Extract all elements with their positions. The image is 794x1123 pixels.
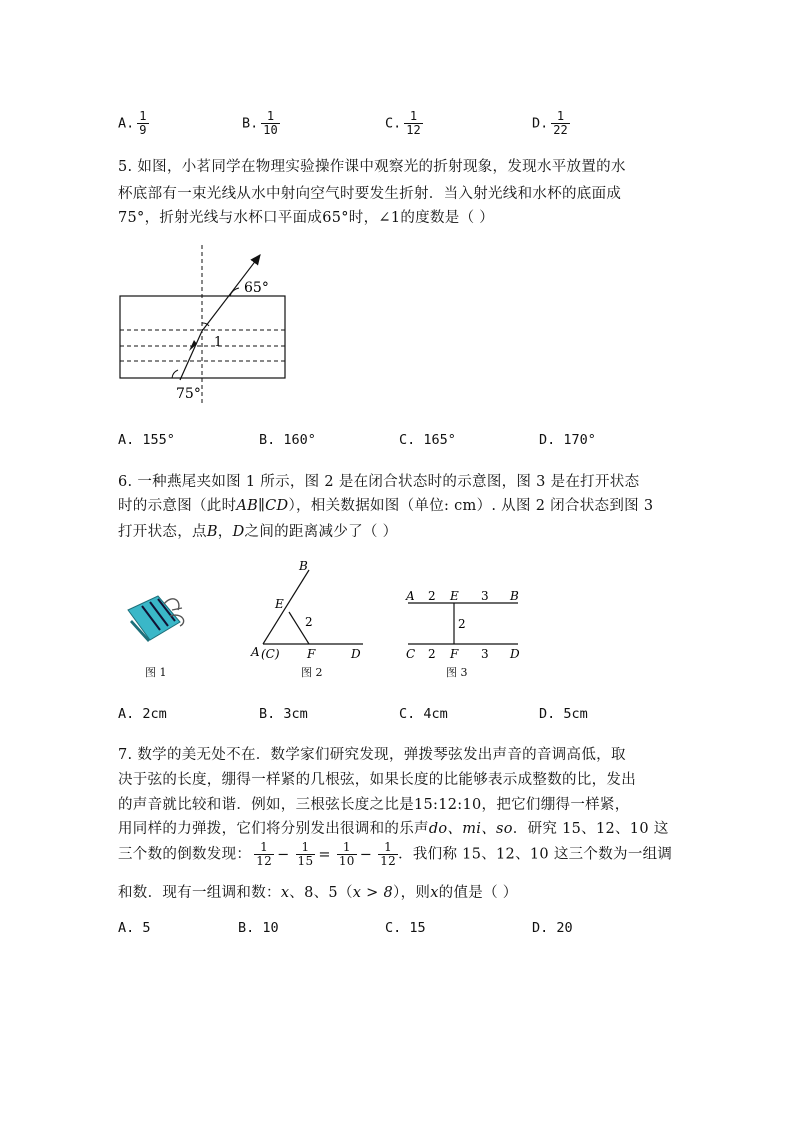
q7-line6-part-b: 、8、5（ [289,885,353,901]
eq-fraction-4 [378,841,398,868]
fraction-numerator: 1 [254,841,274,855]
fraction-numerator: 1 [261,110,279,124]
fraction-numerator: 1 [296,841,316,855]
q6-point-b: B [206,524,218,540]
q4-option-c [385,110,423,137]
q6-option-b: B. 3cm [259,706,308,722]
q7-text-line-2: 决于弦的长度，绷得一样紧的几根弦，如果长度的比能够表示成整数的比，发出 [118,772,636,788]
angle-65-label: 65° [244,280,269,296]
q7-variable-x: x [280,885,290,901]
q6-parallel-math: AB∥CD [236,498,289,514]
q6-figure-2 [245,556,370,664]
q7-line6-part-d: 的值是（ ） [438,885,518,901]
fig3-label-C: C [406,647,416,661]
clip-handle-3 [172,608,182,610]
q7-option-a: A. 5 [118,920,151,936]
q5-text-line-2: 杯底部有一束光线从水中射向空气时要发生折射．当入射光线和水杯的底面成 [118,186,622,202]
q6-line3-part-a: 打开状态，点 [118,524,207,540]
eq-minus-1: − [277,846,290,863]
fig2-label-D: D [351,647,361,661]
fig3-label-3-bottom: 3 [481,647,489,661]
fraction-numerator: 1 [404,110,422,124]
q6-text-line-2 [118,494,653,515]
angle-75-arc [172,370,178,378]
q4-option-b-letter: B. [242,115,259,132]
q5-option-b: B. 160° [259,432,316,448]
fraction-numerator: 1 [551,110,569,124]
q5-option-d: D. 170° [539,432,596,448]
q4-option-b [242,110,280,137]
q6-option-a: A. 2cm [118,706,167,722]
q4-option-d-letter: D. [532,115,549,132]
fraction-denominator: 10 [263,123,278,137]
fig3-label-2-mid: 2 [458,617,466,631]
incident-ray [180,331,202,380]
fig3-label-F: F [450,647,459,661]
fraction-denominator: 15 [297,854,314,868]
fig2-label-C: (C) [261,647,280,661]
eq-fraction-2 [296,841,316,868]
q7-option-d: D. 20 [532,920,573,936]
q4-option-a-letter: A. [118,115,135,132]
fig3-label-2-top: 2 [428,589,436,603]
binder-clip-figure [120,590,195,650]
q4-option-d-fraction [551,110,569,137]
fraction-denominator: 22 [553,123,568,137]
eq-minus-2: − [359,846,373,863]
q6-line2-part-b: ），相关数据如图（单位: cm）. 从图 2 闭合状态到图 3 [288,498,654,514]
fraction-numerator: 1 [378,841,398,855]
q7-notes: do、mi、so [428,821,513,837]
q6-line3-part-b: 之间的距离减少了（ ） [244,524,398,540]
fraction-denominator: 12 [380,854,397,868]
q6-option-d: D. 5cm [539,706,588,722]
q4-option-b-fraction [261,110,279,137]
fraction-denominator: 12 [406,123,421,137]
fig3-label-3-top: 3 [481,589,489,603]
q6-line2-part-a: 时的示意图（此时 [118,498,237,514]
q7-line6-part-a: 和数．现有一组调和数： [118,885,281,901]
q4-option-a-fraction [137,110,148,137]
eq-equals: = [318,846,331,863]
q7-line6-part-c: ），则 [393,885,431,901]
q4-option-d [532,110,570,137]
q7-line5-part-a: 三个数的倒数发现： [118,846,252,863]
q7-text-line-5 [118,841,672,868]
q5-text-line-3: 75°，折射光线与水杯口平面成65°时，∠1的度数是（ ） [118,210,495,226]
angle-75-label: 75° [176,386,201,402]
q7-condition: x > 8 [352,885,394,901]
q7-line4-part-b: ．研究 15、12、10 这 [512,821,669,837]
q7-option-b: B. 10 [238,920,279,936]
fraction-numerator: 1 [337,841,357,855]
q5-text-line-1: 5. 如图，小茗同学在物理实验操作课中观察光的折射现象，发现水平放置的水 [118,159,626,175]
angle-1-label: 1 [214,335,223,350]
q7-text-line-4 [118,817,669,838]
q4-option-a [118,110,149,137]
q6-text-line-3 [118,520,397,541]
q6-text-line-1: 6. 一种燕尾夹如图 1 所示，图 2 是在闭合状态时的示意图，图 3 是在打开状态 [118,474,640,490]
q6-figure-3 [400,585,530,665]
q7-line3-part-a: 的声音就比较和谐．例如，三根弦长度之比是 [118,797,414,813]
q6-option-c: C. 4cm [399,706,448,722]
q6-point-d: D [232,524,245,540]
q4-option-c-letter: C. [385,115,402,132]
q7-variable-x-2: x [430,885,439,901]
eq-fraction-3 [337,841,357,868]
q7-option-c: C. 15 [385,920,426,936]
q7-ratio: 15:12:10 [414,797,482,813]
fig3-label-D: D [510,647,520,661]
fig3-label-E: E [450,589,459,603]
fraction-numerator: 1 [139,109,147,123]
q6-line3-sep: ， [217,524,233,540]
fig2-label-2: 2 [305,615,313,629]
fig3-label-A: A [406,589,415,603]
q5-refraction-figure [110,240,300,410]
figure-3-caption: 图 3 [446,666,468,679]
fig3-label-B: B [510,589,519,603]
q7-text-line-1: 7. 数学的美无处不在．数学家们研究发现，弹拨琴弦发出声音的音调高低，取 [118,747,626,763]
fraction-denominator: 12 [256,854,273,868]
fig2-label-E: E [275,597,284,611]
q7-text-line-3 [118,793,630,814]
eq-fraction-1 [254,841,274,868]
figure-2-caption: 图 2 [301,666,323,679]
fig3-label-2-bottom: 2 [428,647,436,661]
q7-line5-part-b: ．我们称 15、12、10 这三个数为一组调 [398,846,673,863]
fig2-label-A: A [251,645,260,659]
q7-line3-part-b: ，把它们绷得一样紧， [481,797,630,813]
fraction-denominator: 9 [139,123,147,137]
q5-option-a: A. 155° [118,432,175,448]
q7-text-line-6 [118,881,518,902]
fraction-denominator: 10 [338,854,355,868]
fig2-label-F: F [307,647,316,661]
figure-1-caption: 图 1 [145,666,167,679]
fig2-label-B: B [299,559,308,573]
q4-option-c-fraction [404,110,422,137]
q5-option-c: C. 165° [399,432,456,448]
q7-line4-part-a: 用同样的力弹拨，它们将分别发出很调和的乐声 [118,821,429,837]
